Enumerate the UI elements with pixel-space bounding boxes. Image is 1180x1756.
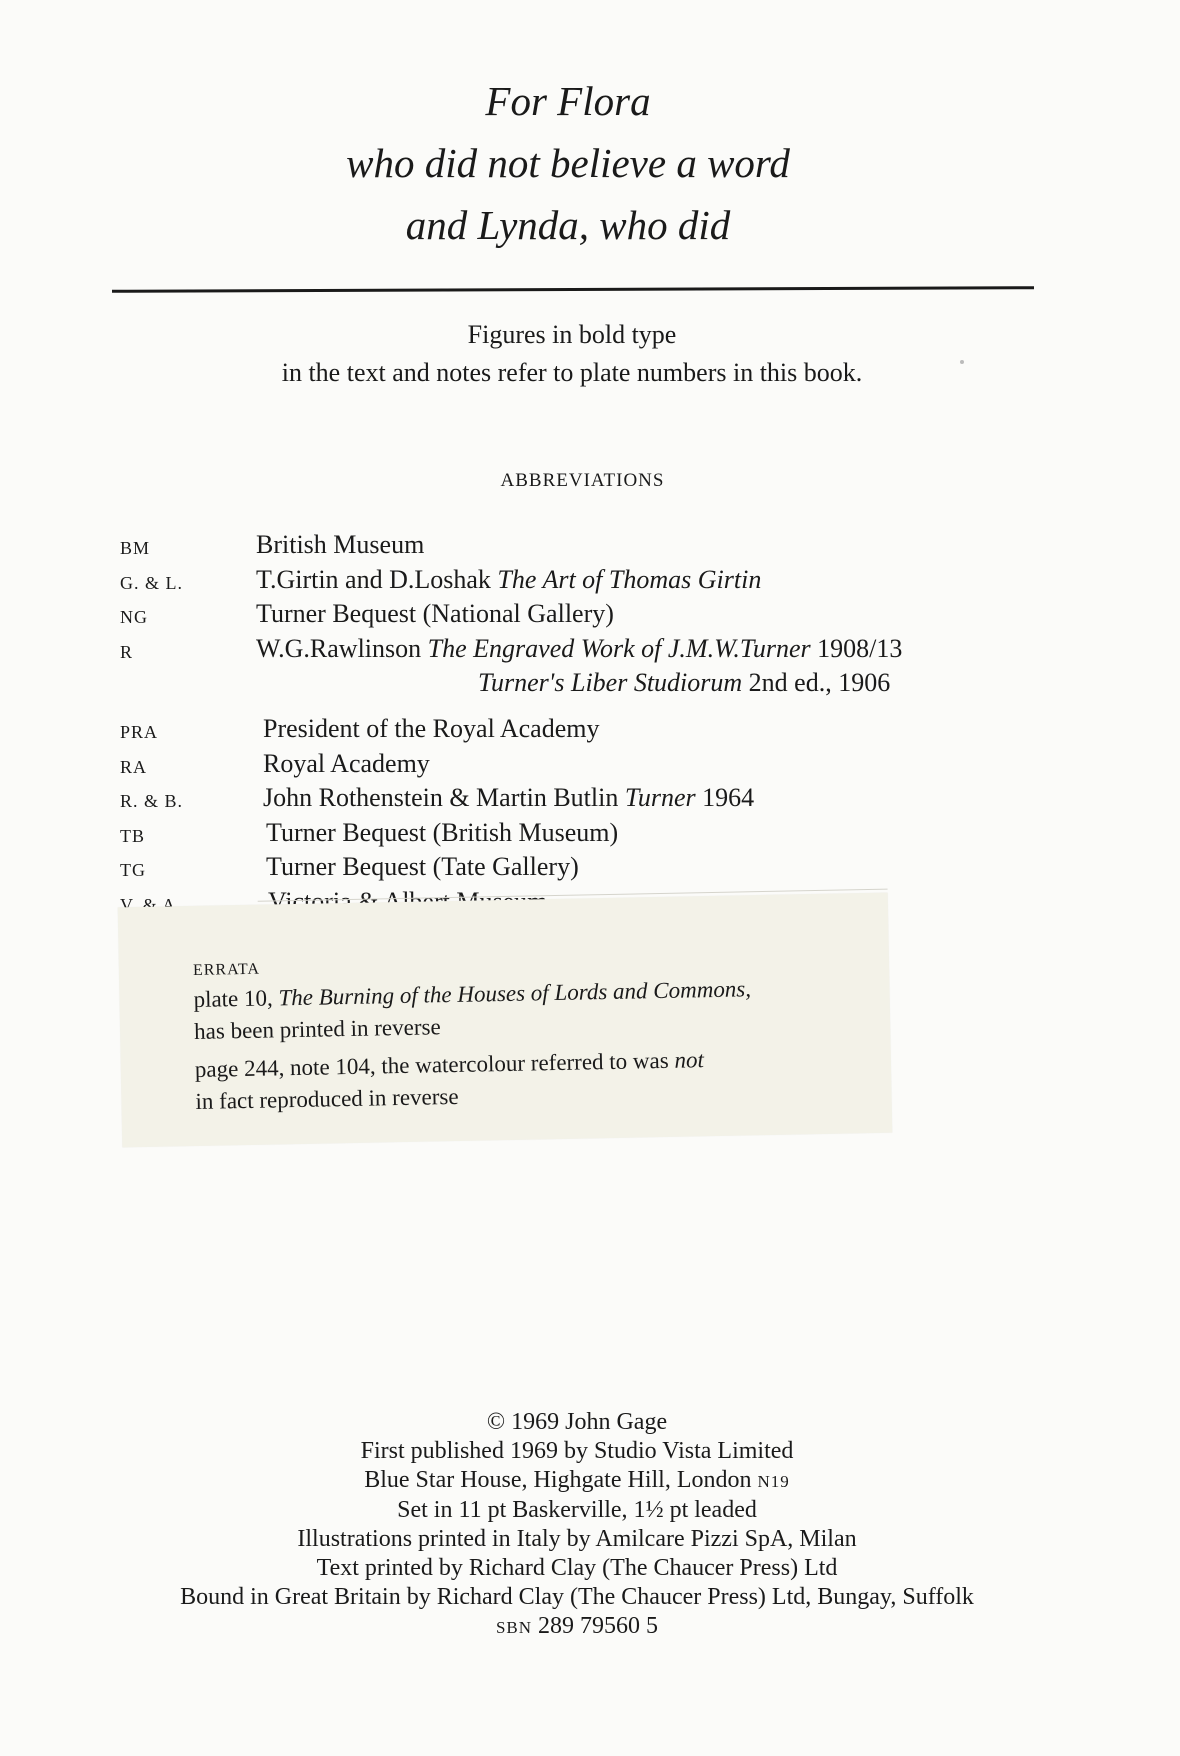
abbreviation-term: R. & B. [120,791,184,811]
definition-text: W.G.Rawlinson [256,633,428,663]
errata-plate-title: The Burning of the Houses of Lords and Commons, [278,976,752,1011]
dedication-line: and Lynda, who did [405,202,731,248]
illustrations-line: Illustrations printed in Italy by Amilcare Pizzi SpA, Milan [297,1526,857,1552]
abbreviation-term: TG [120,860,146,880]
bold-type-note [0,316,1144,392]
abbreviation-definition: British Museum [256,530,425,559]
abbreviation-definition: President of the Royal Academy [263,714,600,743]
note-line: in the text and notes refer to plate numbers in this book. [281,358,863,387]
definition-title: The Engraved Work of J.M.W.Turner [427,633,811,663]
abbreviation-term: G. & L. [120,572,183,593]
errata-text-span: page 244, note 104, the watercolour referred to was [194,1047,675,1082]
abbreviation-definition: Royal Academy [263,748,430,778]
dedication [0,70,1136,256]
typesetting-line [0,1496,1154,1525]
binder-line: Bound in Great Britain by Richard Clay (The Chaucer Press) Ltd, Bungay, Suffolk [180,1584,974,1610]
definition-title: Turner's Liber Studiorum [478,668,743,697]
definition-title: The Art of Thomas Girtin [497,564,762,594]
abbreviation-term: PRA [120,722,159,742]
errata-emphasis: not [674,1047,705,1073]
abbreviation-definition: Turner Bequest (National Gallery) [256,599,614,628]
abbreviation-term: BM [120,538,151,558]
note-line: Figures in bold type [467,320,677,349]
abbreviations-heading: ABBREVIATIONS [500,470,665,491]
errata-line: has been printed in reverse [193,1014,441,1044]
postal-code: N19 [757,1472,790,1491]
abbreviation-definition [256,634,902,664]
errata-line: in fact reproduced in reverse [195,1083,459,1114]
typesetting-text: Set in 11 pt Baskerville, 1 [397,1497,646,1523]
definition-text: T.Girtin and D.Loshak [256,564,498,594]
definition-text: John Rothenstein & Martin Butlin [263,783,625,812]
dedication-line: who did not believe a word [346,140,790,186]
abbreviation-term: R [120,641,134,662]
leading-fraction: ½ [645,1497,664,1523]
abbreviation-definition: Turner Bequest (Tate Gallery) [266,852,579,881]
address-line [0,1466,1154,1496]
horizontal-rule [112,286,1034,293]
typesetting-text: pt leaded [663,1497,757,1523]
text-printer-line: Text printed by Richard Clay (The Chaucer Press) Ltd [316,1555,838,1581]
errata-title: ERRATA [192,960,261,979]
abbreviation-definition [256,565,761,595]
definition-text: 1964 [695,783,755,812]
abbreviation-term: RA [120,756,148,777]
abbreviation-term: NG [120,607,148,627]
address-text: Blue Star House, Highgate Hill, London [364,1467,758,1493]
publisher-line: First published 1969 by Studio Vista Limited [360,1438,794,1464]
abbreviation-definition: Turner Bequest (British Museum) [266,817,619,847]
abbreviation-definition [263,783,754,813]
definition-text: 2nd ed., 1906 [742,668,891,697]
definition-text: 1908/13 [810,633,903,663]
dedication-line: For Flora [485,78,651,124]
errata-slip [118,893,892,1148]
sbn-label: SBN [495,1618,533,1637]
errata-text [193,949,753,1118]
abbreviation-definition [478,668,890,698]
print-speck [960,360,964,364]
definition-title: Turner [624,783,696,812]
abbreviation-term: TB [120,825,146,846]
sbn-line [0,1612,1154,1642]
copyright-line: © 1969 John Gage [486,1409,668,1435]
errata-text-span: plate 10, [193,985,279,1012]
imprint [0,1408,1154,1642]
sbn-number: 289 79560 5 [538,1613,659,1639]
abbreviation-term: V. & A. [120,894,182,915]
